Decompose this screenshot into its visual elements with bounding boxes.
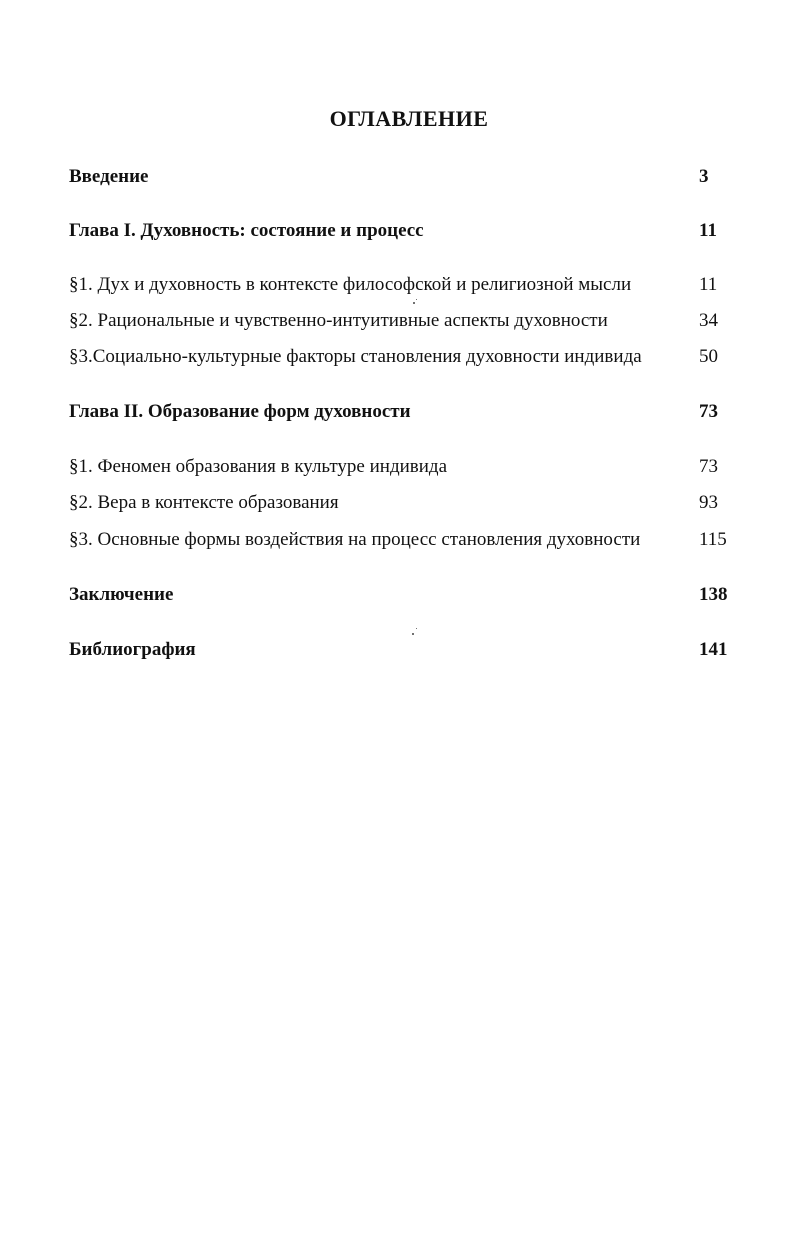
toc-entry-label: Заключение bbox=[69, 584, 174, 605]
toc-entry-page: 3 bbox=[699, 166, 709, 187]
toc-entry-page: 93 bbox=[699, 492, 718, 513]
toc-entry-label: §2. Рациональные и чувственно-интуитивные аспекты духовности bbox=[69, 310, 608, 331]
scan-speck bbox=[416, 299, 417, 300]
toc-entry-page: 141 bbox=[699, 639, 728, 660]
toc-entry-label: Глава I. Духовность: состояние и процесс bbox=[69, 220, 424, 241]
toc-entry-chapter-1[interactable] bbox=[69, 219, 731, 243]
toc-entry-page: 73 bbox=[699, 401, 718, 422]
toc-entry-page: 50 bbox=[699, 346, 718, 367]
toc-entry-bibliography[interactable] bbox=[69, 638, 731, 662]
toc-entry-introduction[interactable] bbox=[69, 165, 731, 189]
toc-entry-chapter-2-section-2[interactable] bbox=[69, 491, 731, 515]
toc-entry-label: Глава II. Образование форм духовности bbox=[69, 401, 411, 422]
toc-entry-label: Библиография bbox=[69, 639, 196, 660]
toc-entry-label: Введение bbox=[69, 166, 149, 187]
toc-entry-page: 115 bbox=[699, 529, 727, 550]
toc-entry-page: 11 bbox=[699, 274, 718, 295]
scan-speck bbox=[416, 628, 417, 629]
toc-entry-label: §1. Дух и духовность в контексте философской и религиозной мысли bbox=[69, 274, 632, 295]
toc-entry-chapter-1-section-1[interactable] bbox=[69, 273, 731, 297]
toc-entry-chapter-2[interactable] bbox=[69, 400, 731, 424]
toc-entry-chapter-1-section-3[interactable] bbox=[69, 345, 731, 369]
toc-entry-chapter-1-section-2[interactable] bbox=[69, 309, 731, 333]
toc-entry-chapter-2-section-3[interactable] bbox=[69, 528, 731, 552]
toc-entry-label: §2. Вера в контексте образования bbox=[69, 492, 339, 513]
toc-entry-page: 34 bbox=[699, 310, 718, 331]
toc-entry-label: §3.Социально-культурные факторы становления духовности индивида bbox=[69, 346, 642, 367]
page-title: ОГЛАВЛЕНИЕ bbox=[329, 106, 489, 131]
scan-speck bbox=[413, 302, 415, 304]
toc-entry-chapter-2-section-1[interactable] bbox=[69, 455, 731, 479]
scan-speck bbox=[412, 633, 414, 635]
toc-entry-page: 73 bbox=[699, 456, 718, 477]
toc-entry-label: §1. Феномен образования в культуре индивида bbox=[69, 456, 448, 477]
toc-entry-page: 138 bbox=[699, 584, 728, 605]
toc-entry-conclusion[interactable] bbox=[69, 583, 731, 607]
toc-entry-label: §3. Основные формы воздействия на процесс становления духовности bbox=[69, 529, 641, 550]
toc-entry-page: 11 bbox=[699, 220, 717, 241]
